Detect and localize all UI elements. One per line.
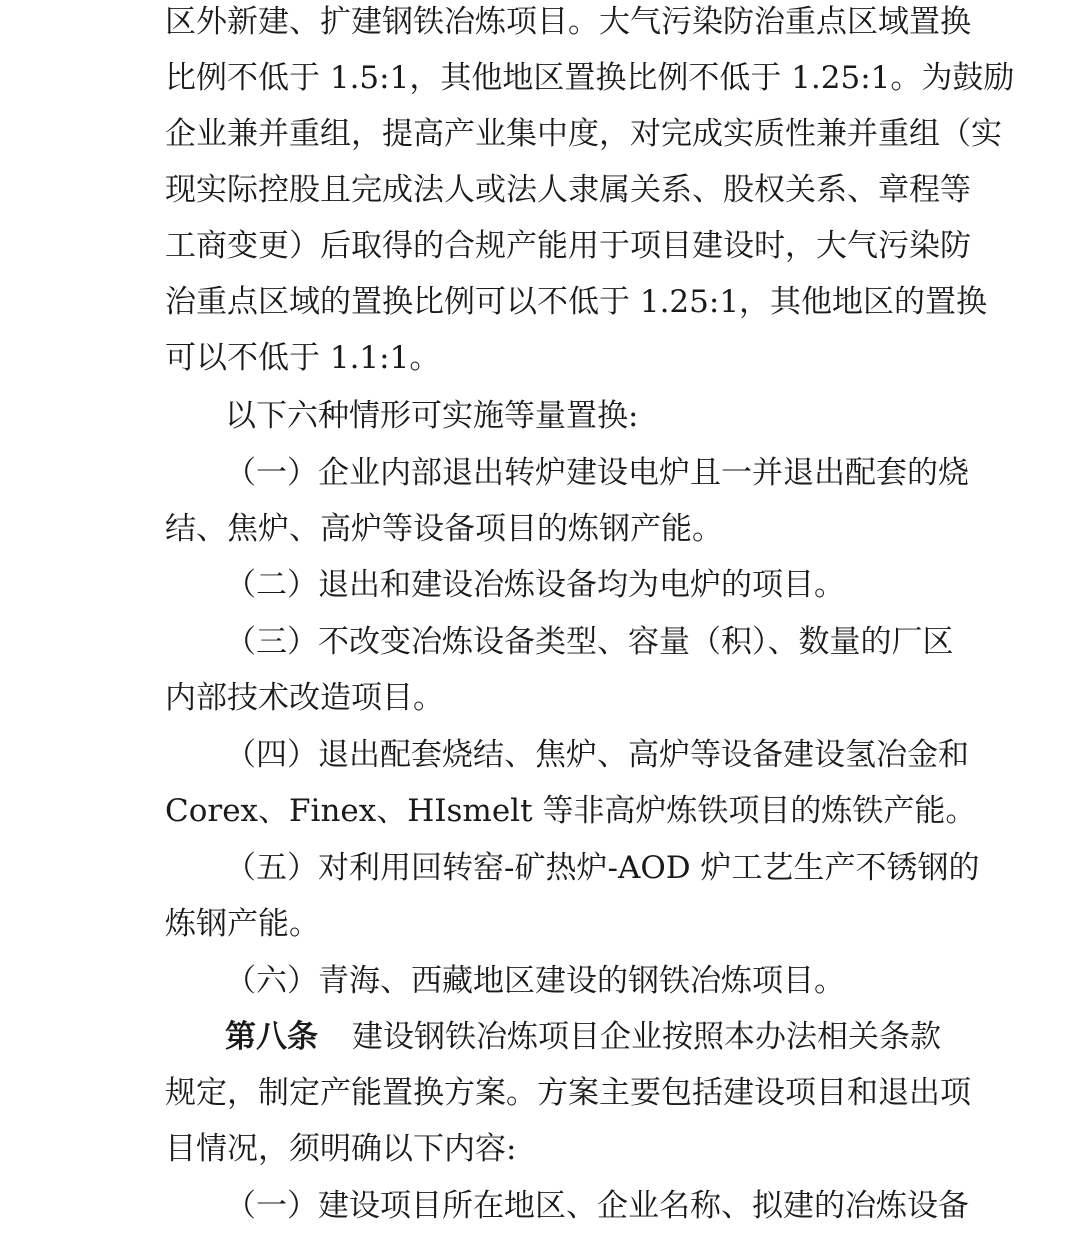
list-item-line: （一）企业内部退出转炉建设电炉且一并退出配套的烧: [225, 455, 969, 491]
paragraph-line: 目情况，须明确以下内容:: [165, 1131, 517, 1167]
paragraph-line: 治重点区域的置换比例可以不低于 1.25:1，其他地区的置换: [165, 284, 988, 320]
paragraph-line: 工商变更）后取得的合规产能用于项目建设时，大气污染防: [165, 228, 971, 264]
paragraph-line: 企业兼并重组，提高产业集中度，对完成实质性兼并重组（实: [165, 116, 1002, 152]
list-item-line: 内部技术改造项目。: [165, 680, 444, 716]
paragraph-line: 可以不低于 1.1:1。: [165, 340, 441, 376]
paragraph-line: 规定，制定产能置换方案。方案主要包括建设项目和退出项: [165, 1075, 971, 1111]
list-item-line: 结、焦炉、高炉等设备项目的炼钢产能。: [165, 511, 723, 547]
list-item-line: Corex、Finex、HIsmelt 等非高炉炼铁项目的炼铁产能。: [165, 793, 977, 829]
paragraph-line: 比例不低于 1.5:1，其他地区置换比例不低于 1.25:1。为鼓励: [165, 60, 1015, 96]
article-label: 第八条: [225, 1019, 318, 1055]
article-text: 建设钢铁冶炼项目企业按照本办法相关条款: [352, 1019, 941, 1055]
list-item-line: （一）建设项目所在地区、企业名称、拟建的冶炼设备: [225, 1188, 969, 1224]
list-item-line: （二）退出和建设冶炼设备均为电炉的项目。: [225, 567, 845, 603]
list-item-line: （四）退出配套烧结、焦炉、高炉等设备建设氢冶金和: [225, 737, 969, 773]
list-item-line: 炼钢产能。: [165, 906, 320, 942]
list-item-line: （三）不改变冶炼设备类型、容量（积）、数量的厂区: [225, 624, 954, 660]
paragraph-line: 区外新建、扩建钢铁冶炼项目。大气污染防治重点区域置换: [165, 4, 971, 40]
paragraph-line: 现实际控股且完成法人或法人隶属关系、股权关系、章程等: [165, 172, 971, 208]
paragraph-line: 以下六种情形可实施等量置换:: [225, 398, 639, 434]
article-heading-line: [225, 1009, 941, 1065]
list-item-line: （五）对利用回转窑-矿热炉-AOD 炉工艺生产不锈钢的: [225, 850, 980, 886]
list-item-line: （六）青海、西藏地区建设的钢铁冶炼项目。: [225, 963, 845, 999]
